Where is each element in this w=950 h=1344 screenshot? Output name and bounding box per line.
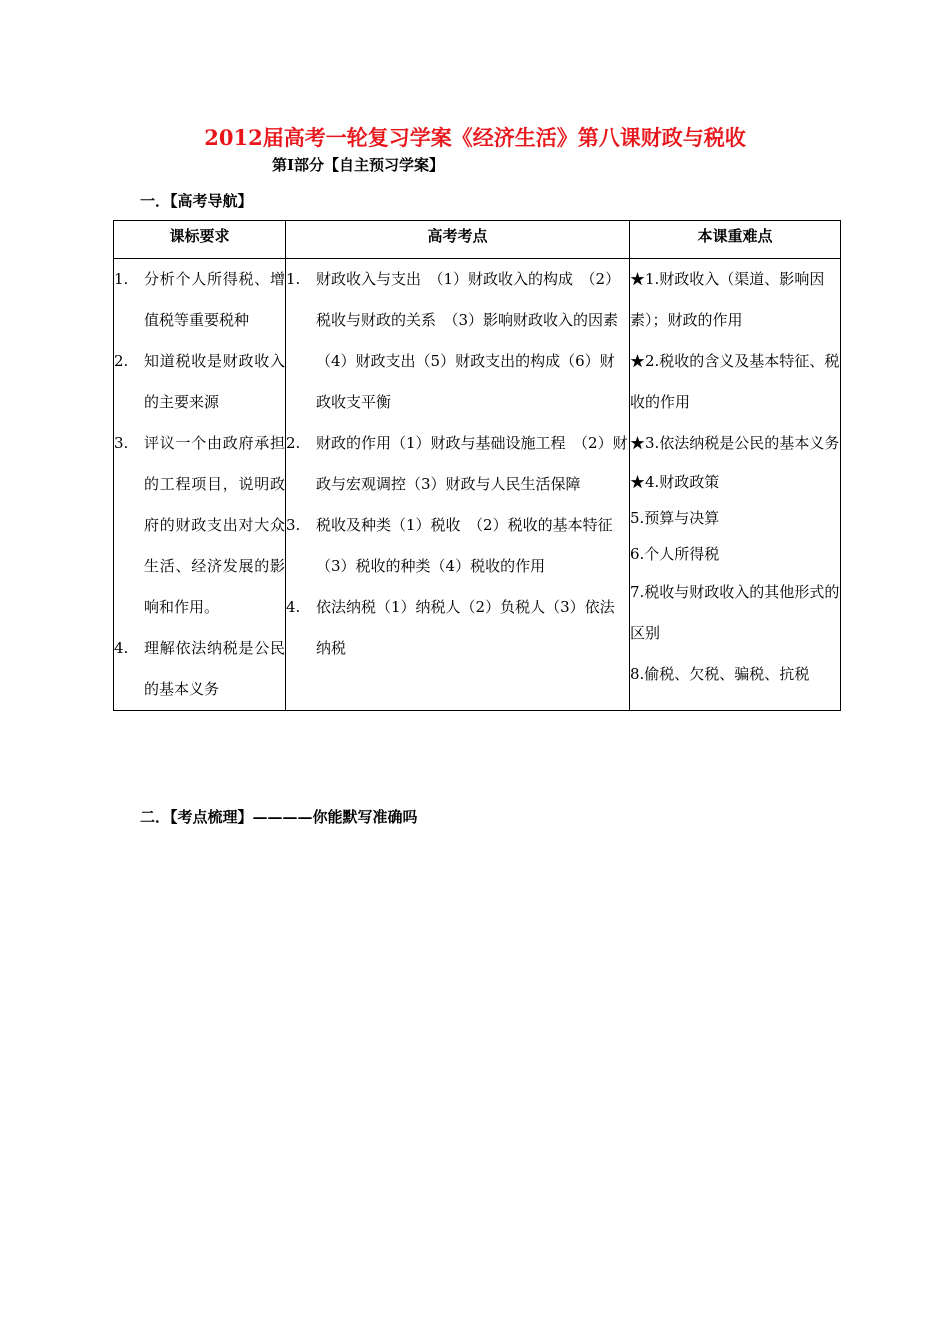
list-item [114,341,285,423]
table-body-row [114,259,841,711]
list-number: 4. [114,639,129,657]
list-item [114,628,285,710]
list-item: ★4.财政政策 [630,473,720,491]
table-header-row [114,221,841,259]
list-item [114,259,285,341]
section-heading-review: 二．【考点梳理】————你能默写准确吗 [140,808,418,826]
list-number: 2. [286,434,301,452]
list-text: 知道税收是财政收入的主要来源 [144,352,285,411]
header-exam-points: 高考考点 [286,221,630,259]
list-number: 1. [114,270,129,288]
list-number: 2. [114,352,129,370]
header-key-difficulties: 本课重难点 [630,221,841,259]
key-difficulties-cell [630,259,841,711]
list-item: 8.偷税、欠税、骗税、抗税 [630,665,810,683]
list-number: 3. [286,516,301,534]
list-text: 理解依法纳税是公民的基本义务 [144,639,285,698]
document-title: 2012届高考一轮复习学案《经济生活》第八课财政与税收 [204,125,746,150]
list-item: 6.个人所得税 [630,545,720,563]
list-item [286,587,629,669]
list-item: ★2.税收的含义及基本特征、税收的作用 [630,352,840,411]
list-item: 5.预算与决算 [630,509,720,527]
exam-points-cell [286,259,630,711]
list-text: 税收及种类（1）税收 （2）税收的基本特征 （3）税收的种类（4）税收的作用 [316,516,628,575]
section-heading-navigation: 一．【高考导航】 [140,192,253,210]
header-curriculum-requirements: 课标要求 [114,221,286,259]
list-number: 4. [286,598,301,616]
list-text: 财政的作用（1）财政与基础设施工程 （2）财政与宏观调控（3）财政与人民生活保障 [316,434,628,493]
list-text: 依法纳税（1）纳税人（2）负税人（3）依法纳税 [316,598,615,657]
list-item: ★3.依法纳税是公民的基本义务 [630,434,840,452]
list-text: 评议一个由政府承担的工程项目，说明政府的财政支出对大众生活、经济发展的影响和作用。 [144,434,285,616]
list-item [114,423,285,628]
list-text: 财政收入与支出 （1）财政收入的构成 （2）税收与财政的关系 （3）影响财政收入的因素（4）财政支出（5）财政支出的构成（6）财政收支平衡 [316,270,621,411]
list-item: 7.税收与财政收入的其他形式的区别 [630,583,840,642]
list-text: 分析个人所得税、增值税等重要税种 [144,270,285,329]
curriculum-requirements-cell [114,259,286,711]
list-number: 3. [114,434,129,452]
list-item [286,423,629,505]
part-subtitle: 第Ⅰ部分【自主预习学案】 [272,156,445,174]
list-item [286,259,629,423]
list-number: 1. [286,270,301,288]
list-item: ★1.财政收入（渠道、影响因素）；财政的作用 [630,270,825,329]
list-item [286,505,629,587]
overview-table [113,220,841,711]
